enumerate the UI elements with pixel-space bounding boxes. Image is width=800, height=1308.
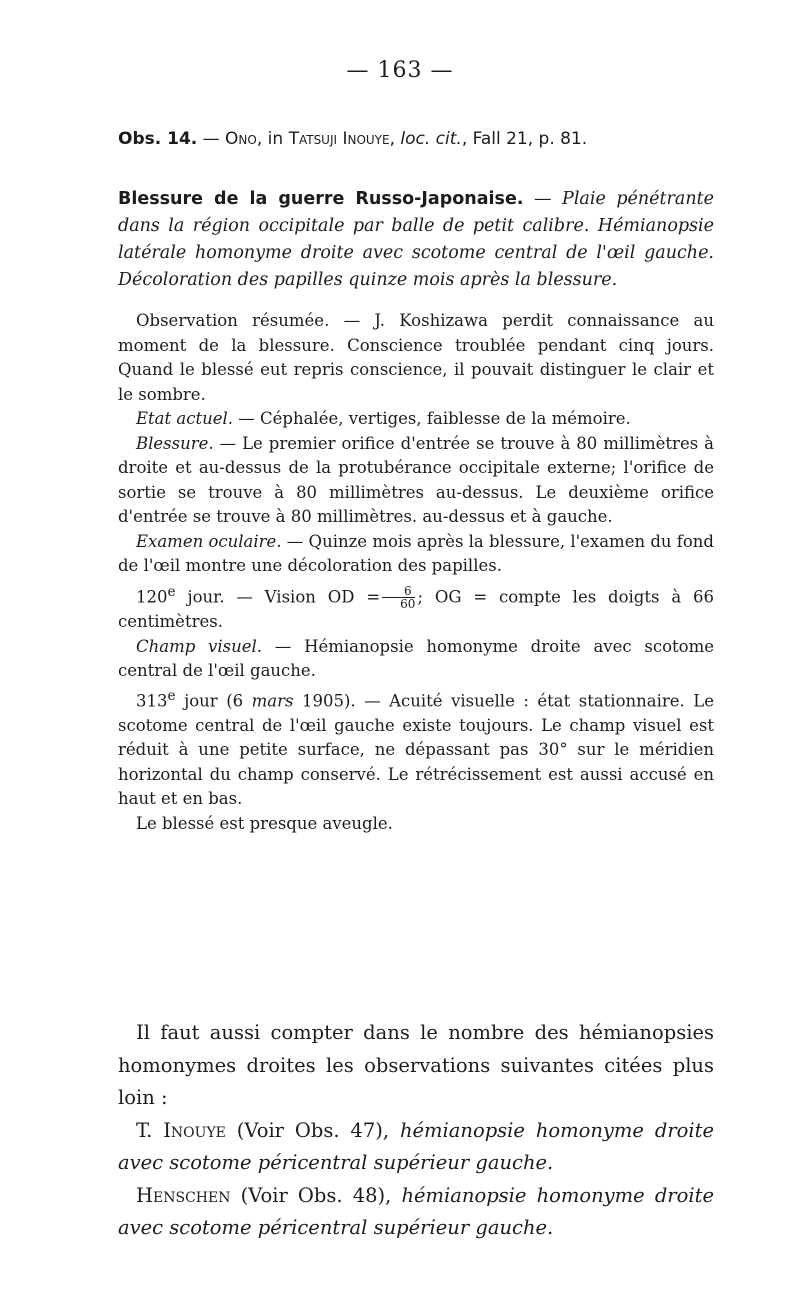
obs-label: Obs. 14.: [118, 129, 198, 149]
jour313-mars: mars: [251, 691, 294, 710]
obs-cit-sep: ,: [389, 129, 401, 149]
jour313-text-a: jour (6: [175, 691, 252, 710]
reference-henschen: [118, 1180, 714, 1245]
champ-paragraph: [118, 635, 714, 684]
heading-dash: —: [523, 189, 563, 209]
fraction-numerator: 6: [403, 584, 412, 598]
champ-label: Champ visuel.: [136, 636, 263, 656]
etat-paragraph: [118, 407, 714, 432]
jour313-sup: e: [167, 687, 176, 704]
champ-text: — Hémianopsie homonyme droite avec scotome central de l'œil gauche.: [118, 636, 714, 680]
ref2-name: Henschen: [136, 1183, 231, 1207]
ref2-desc: hémianopsie homonyme droite avec scotome péricentral supérieur gauche.: [118, 1183, 714, 1239]
ref1-desc: hémianopsie homonyme droite avec scotome péricentral supérieur gauche.: [118, 1118, 715, 1174]
jour120-num: 120: [136, 587, 168, 606]
obs-in: , in: [256, 129, 289, 149]
jour120-sup: e: [167, 583, 176, 600]
jour120-text-b: ; OG = compte les doigts à 66 centimètres.: [118, 587, 714, 631]
jour120-paragraph: [118, 580, 714, 635]
blessure-paragraph: [118, 432, 714, 530]
obs-dash: —: [197, 129, 226, 149]
fraction-denominator: 60: [382, 597, 415, 610]
conclusion: [118, 1017, 714, 1245]
observation-header: [118, 128, 714, 150]
aveugle-paragraph: Le blessé est presque aveugle.: [136, 813, 393, 833]
heading-title: Blessure de la guerre Russo-Japonaise.: [118, 189, 524, 209]
obs-resumee-paragraph: Observation résumée. — J. Koshizawa perdit connaissance au moment de la blessure. Conscience troublée pendant cinq jours. Quand le blessé eut repris conscience, il pouvait distinguer le clair et le sombre.: [118, 311, 714, 404]
blessure-label: Blessure.: [136, 433, 214, 453]
vision-fraction: [382, 585, 415, 610]
jour313-num: 313: [136, 691, 168, 710]
examen-label: Examen oculaire.: [136, 531, 282, 551]
obs-author2: Tatsuji Inouye: [288, 129, 390, 149]
etat-text: — Céphalée, vertiges, faiblesse de la mémoire.: [233, 409, 631, 428]
page-number: — 163 —: [346, 58, 454, 83]
ref1-obs: (Voir Obs. 47),: [225, 1118, 400, 1142]
reference-inouye: [118, 1115, 714, 1180]
obs-ref: , Fall 21, p. 81.: [461, 129, 588, 149]
obs-author: Ono: [225, 129, 257, 149]
observation-body: [118, 309, 714, 836]
jour313-text-b: 1905). — Acuité visuelle : état stationnaire. Le scotome central de l'œil gauche existe toujours. Le champ visuel est réduit à une petite surface, ne dépassant pas 30° sur le méridien horizontal du champ conservé. Le rétrécissement est aussi accusé en haut et en bas.: [118, 691, 714, 808]
blessure-text: — Le premier orifice d'entrée se trouve à 80 millimètres à droite et au-dessus de la protubérance occipitale externe; l'orifice de sortie se trouve à 80 millimètres au-dessus. Le deuxième orifice d'entrée se trouve à 80 millimètres. au-dessus et à gauche.: [118, 433, 714, 526]
ref1-name: T. Inouye: [136, 1118, 226, 1142]
examen-text: — Quinze mois après la blessure, l'examen du fond de l'œil montre une décoloration des papilles.: [118, 531, 714, 575]
ref2-obs: (Voir Obs. 48),: [230, 1183, 402, 1207]
obs-cit: loc. cit.: [400, 129, 462, 149]
heading-italic: Plaie pénétrante dans la région occipitale par balle de petit calibre. Hémianopsie latérale homonyme droite avec scotome central de l'œil gauche. Décoloration des papilles quinze mois après la blessure.: [118, 189, 714, 290]
jour120-text-a: jour. — Vision OD =: [175, 587, 381, 606]
observation-heading: [118, 186, 714, 294]
etat-label: Etat actuel.: [136, 409, 234, 428]
jour313-paragraph: [118, 684, 714, 812]
examen-paragraph: [118, 530, 714, 579]
conclusion-intro: Il faut aussi compter dans le nombre des hémianopsies homonymes droites les observations suivantes citées plus loin :: [118, 1021, 714, 1109]
